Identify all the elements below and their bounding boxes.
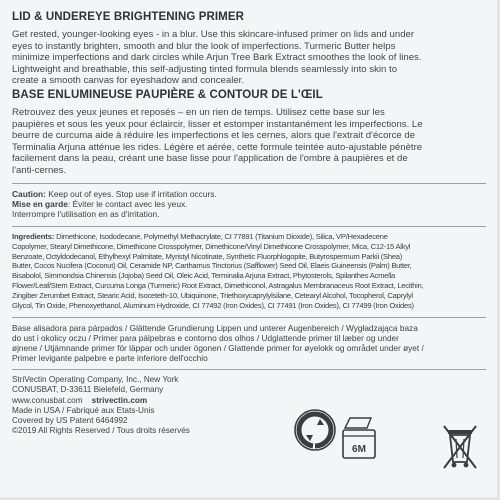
caution-label: Caution:	[12, 188, 46, 199]
green-dot-recycle-icon	[293, 408, 337, 452]
mise-en-garde-text: : Éviter le contact avec les yeux.	[67, 198, 188, 209]
conusbat-url: www.conusbat.com	[12, 395, 83, 405]
ingredients-list: Dimethicone, Isododecane, Polymethyl Methacrylate, CI 77891 (Titanium Dioxide), Silica, VP/Hexadecene Copolymer, Stearyl Dimethicone, Dimethicone Crosspolymer, Dimethicone/Vinyl Dimethicone Crosspolymer, Mica, C12-15 Alkyl Benzoate, Octyldodecanol, Ethylhexyl Palmitate, Myristyl Nicotinate, Synthetic Fluorphlogopite, Butyrospermum Parkii (Shea) Butter, Cocos Nucifera (Coconut) Oil, Ceramide NP, Carthamus Tinctorius (Safflower) Seed Oil, Elaeis Guineensis (Palm) Butter, Bisabolol, Simmondsia Chinensis (Jojoba) Seed Oil, Oleic Acid, Terminalia Arjuna Extract, Phytosterols, Spilanthes Acmella Flower/Leaf/Stem Extract, Curcuma Longa (Turmeric) Root Extract, Dimethiconol, Astragalus Membranaceus Root Extract, Lecithin, Zingiber Zerumbet Extract, Stearic Acid, Isoceteth-10, Ubiquinone, Triethoxycaprylylsilane, Cetearyl Alcohol, Tocopherol, Caprylyl Glycol, Tin Oxide, Phenoxyethanol, Aluminum Hydroxide, CI 77492 (Iron Oxides), CI 77491 (Iron Oxides), CI 77499 (Iron Oxides)	[12, 231, 424, 311]
pao-label: 6M	[352, 444, 366, 455]
company-line: StriVectin Operating Company, Inc., New York	[12, 375, 179, 385]
french-title: BASE ENLUMINEUSE PAUPIÈRE & CONTOUR DE L'ŒIL	[12, 88, 323, 101]
company-line: ©2019 All Rights Reserved / Tous droits réservés	[12, 425, 190, 435]
strivectin-url: strivectin.com	[91, 395, 148, 405]
caution-text: Keep out of eyes. Stop use if irritation occurs.	[48, 188, 217, 199]
caution-english	[12, 189, 424, 199]
mise-en-garde-label: Mise en garde	[12, 198, 68, 209]
divider	[12, 183, 486, 184]
caution-french-line2: Interrompre l'utilisation en as d'irritation.	[12, 209, 160, 220]
divider	[12, 369, 486, 370]
french-description: Retrouvez des yeux jeunes et reposés – en un rien de temps. Utilisez cette base sur les paupières et sous les yeux pour éclaircir, lisser et estomper instantanément les imperfections. Le beurre de curcuma aide à réduire les imperfections et les cernes, alors que l'extrait d'écorce de Terminalia Arjuna atténue les rides. Légère et aérée, cette formule teintée auto-ajustable pénètre facilement dans la peau, créant une base lisse pour l'application de l'ombre à paupières et de l'anti-cernes.	[12, 106, 423, 176]
ingredients-label: Ingredients:	[12, 231, 55, 241]
caution-french	[12, 199, 424, 209]
company-info	[12, 375, 272, 436]
multilingual-names: Base alisadora para párpados / Glättende Grundierung Lippen und unterer Augenbereich / Wygładzająca baza do ust i okolicy oczu / Primer para pálpebras e contorno dos olhos / Udglattende primer til læber og under øjnene / Utjämnande primer för läppar och under ögonen / Glattende primer for øyelokk og området under øyet / Primer levigante palpebre e parte inferiore dell'occhio	[12, 323, 424, 364]
english-description: Get rested, younger-looking eyes - in a blur. Use this skincare-infused primer on lids and under eyes to instantly brighten, smooth and blur the look of imperfections. Turmeric Butter helps minimize imperfections and dark circles while Arjun Tree Bark Extract smoothes the look of lines. Lightweight and breathable, this self-adjusting tinted formula blends seamlessly into skin to create a smooth canvas for eyeshadow and concealer.	[12, 29, 422, 87]
crossed-out-bin-icon	[438, 420, 482, 472]
company-line: Made in USA / Fabriqué aux Etats-Unis	[12, 405, 155, 415]
ingredients-block	[12, 232, 424, 311]
english-title: LID & UNDEREYE BRIGHTENING PRIMER	[12, 11, 245, 23]
company-urls	[12, 396, 272, 406]
divider	[12, 317, 486, 318]
caution-block	[12, 189, 424, 220]
company-line: Covered by US Patent 6464992	[12, 415, 128, 425]
company-line: CONUSBAT, D-33611 Bielefeld, Germany	[12, 385, 164, 395]
divider	[12, 226, 486, 227]
label-content	[12, 10, 424, 436]
open-jar-icon	[337, 414, 381, 466]
